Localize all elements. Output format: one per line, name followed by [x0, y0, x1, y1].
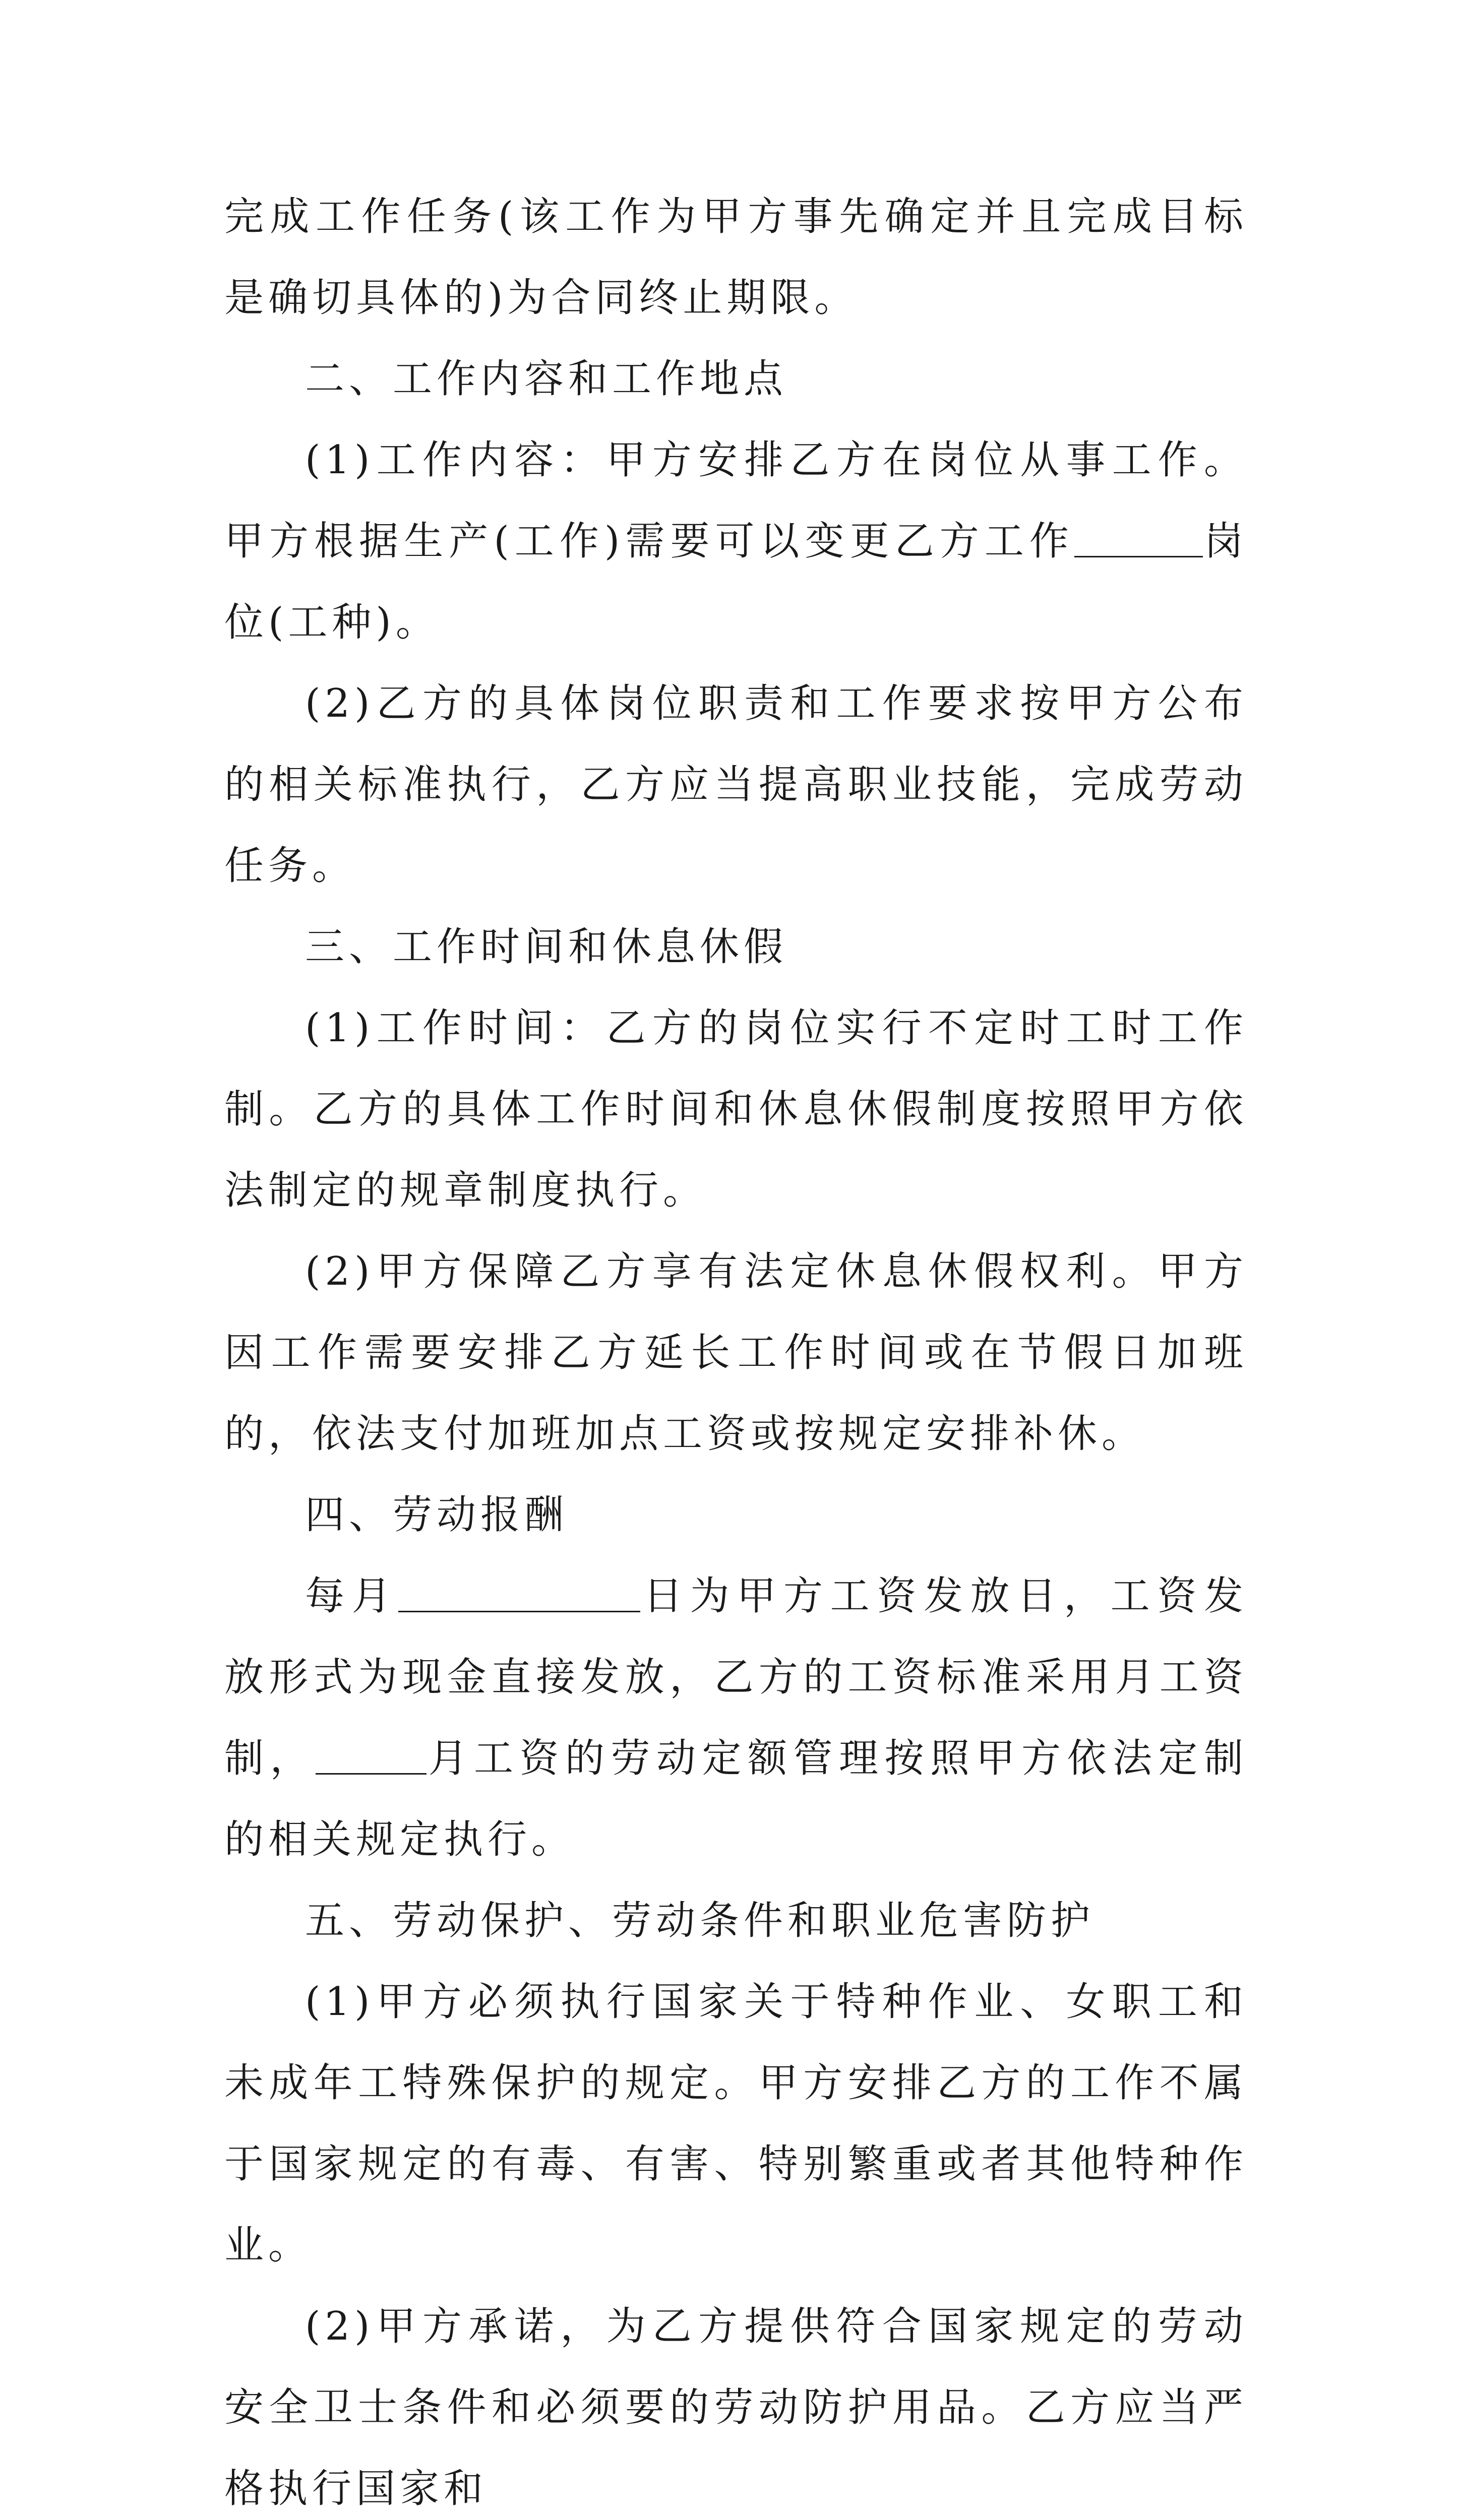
- paragraph-text: (1)工作内容：甲方安排乙方在岗位从事工作。甲方根据生产(工作)需要可以变更乙方工作: [224, 437, 1248, 564]
- paragraph-rest-rights: [224, 1231, 1248, 1475]
- paragraph-text: (2)甲方保障乙方享有法定休息休假权利。甲方因工作需要安排乙方延长工作时间或在节假日加班的，依法支付加班加点工资或按规定安排补休。: [224, 1249, 1248, 1457]
- paragraph-text: 日为甲方工资发放日，工资发放形式为现金直接发放，乙方的工资标准采用月工资制，: [224, 1573, 1248, 1781]
- fill-blank-post[interactable]: [1074, 521, 1203, 557]
- paragraph-working-hours: [224, 988, 1248, 1231]
- paragraph-special-protection: [224, 1962, 1248, 2286]
- paragraph-text: 每月: [305, 1573, 399, 1619]
- paragraph-work-content: [224, 420, 1248, 663]
- section-heading-labor-protection: [224, 1880, 1248, 1962]
- paragraph-contract-term-end: [224, 176, 1248, 339]
- paragraph-text: (1)甲方必须执行国家关于特种作业、女职工和未成年工特殊保护的规定。甲方安排乙方的工作不属于国家规定的有毒、有害、特别繁重或者其他特种作业。: [224, 1979, 1248, 2268]
- paragraph-text: (2)甲方承诺，为乙方提供符合国家规定的劳动安全卫士条件和必须要的劳动防护用品。乙方应当严格执行国家和: [224, 2304, 1248, 2511]
- document-body: [224, 176, 1248, 2520]
- heading-text: 二、工作内容和工作地点: [305, 356, 788, 402]
- paragraph-text: 岗位(工种)。: [224, 519, 1248, 645]
- paragraph-remuneration: [224, 1556, 1248, 1880]
- section-heading-work-content: [224, 339, 1248, 420]
- paragraph-text: (1)工作时间：乙方的岗位实行不定时工时工作制。乙方的具体工作时间和休息休假制度按照甲方依法制定的规章制度执行。: [224, 1005, 1248, 1213]
- section-heading-remuneration: [224, 1475, 1248, 1556]
- paragraph-text: (2)乙方的具体岗位职责和工作要求按甲方公布的相关标准执行，乙方应当提高职业技能，完成劳动任务。: [224, 681, 1248, 889]
- heading-text: 四、劳动报酬: [305, 1492, 569, 1538]
- section-heading-working-hours: [224, 907, 1248, 988]
- fill-blank-pay-day[interactable]: [398, 1576, 640, 1612]
- paragraph-safety-conditions: [224, 2286, 1248, 2520]
- fill-blank-monthly-wage[interactable]: [316, 1738, 427, 1775]
- paragraph-text: 完成工作任务(该工作为甲方事先确定并且完成目标是确切具体的)为合同终止期限。: [224, 194, 1248, 321]
- heading-text: 三、工作时间和休息休假: [305, 924, 788, 970]
- paragraph-job-duties: [224, 663, 1248, 907]
- paragraph-text: 月工资的劳动定额管理按照甲方依法定制的相关规定执行。: [224, 1736, 1248, 1862]
- heading-text: 五、劳动保护、劳动条件和职业危害防护: [305, 1898, 1095, 1943]
